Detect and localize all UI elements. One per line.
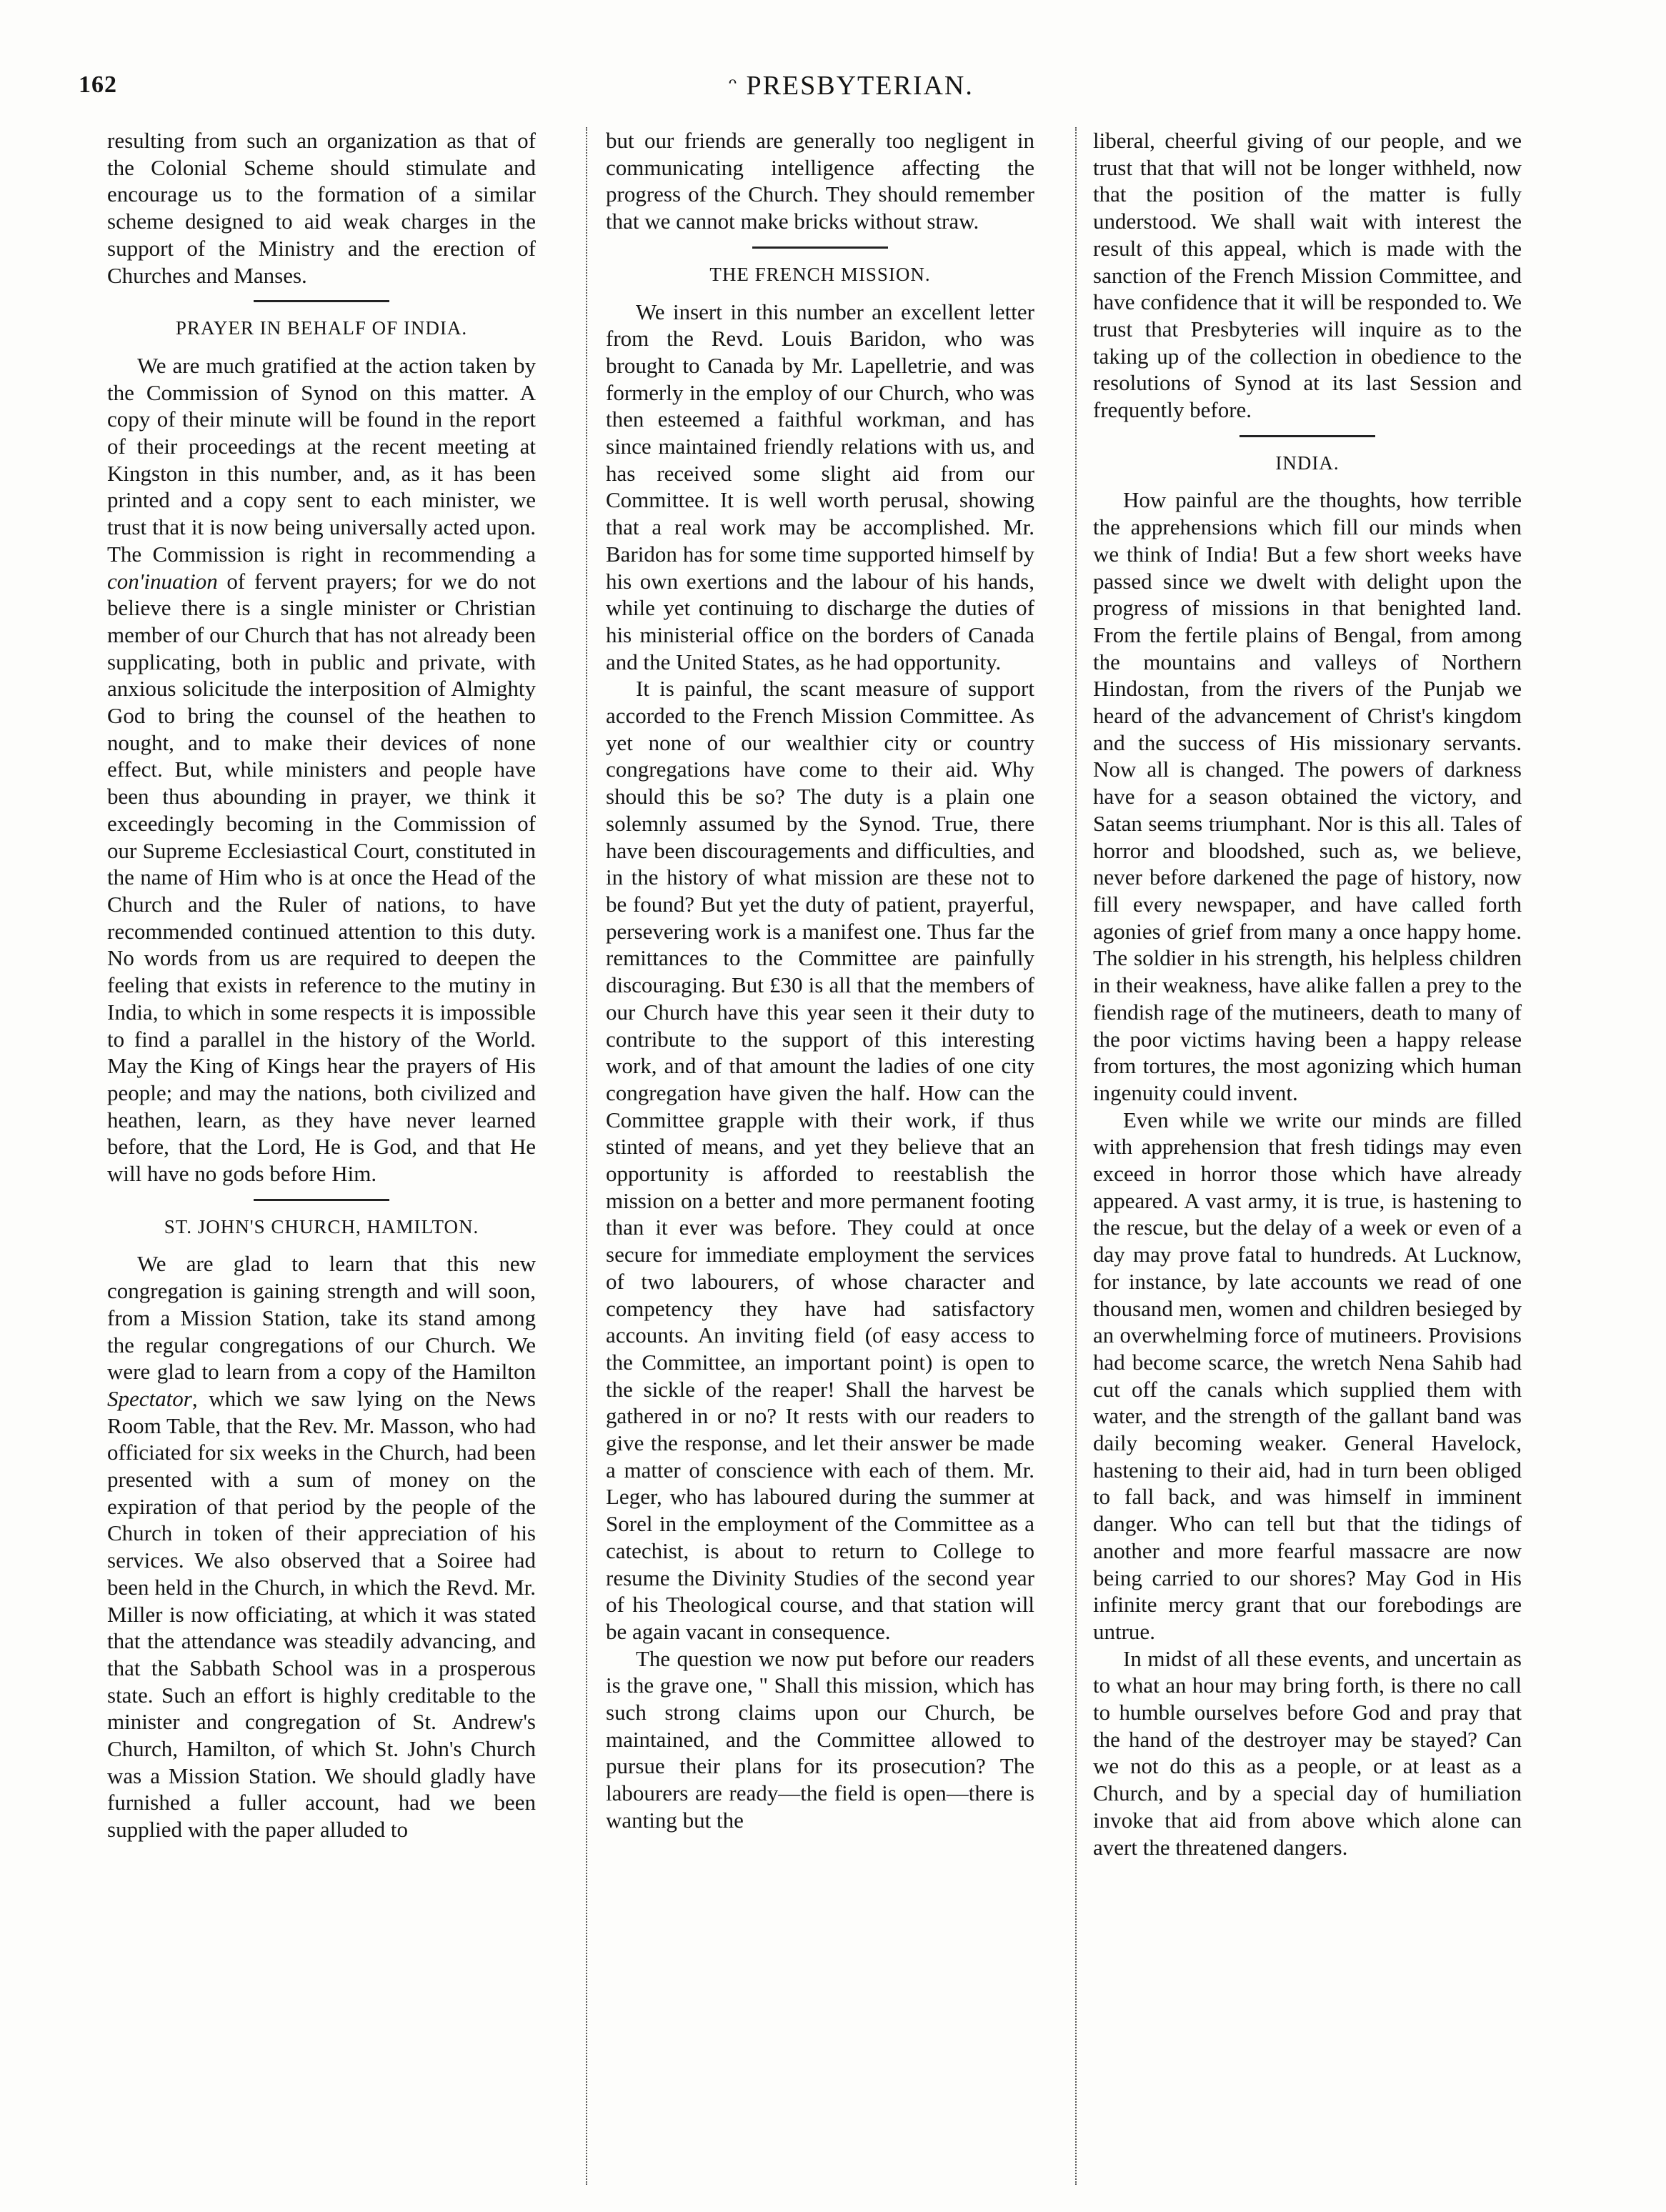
section-divider xyxy=(254,300,389,302)
running-title: ᵔ PRESBYTERIAN. xyxy=(729,71,974,101)
article-paragraph: It is painful, the scant measure of support accorded to the French Mission Committee. As yet none of our wealthier city or country congregations have come to their aid. Why should this be so? The duty is a plain one solemnly assumed by the Synod. True, there have been discouragements and difficulties, and in the history of what mission are these not to be found? But yet the duty of patient, prayerful, persevering work is a manifest one. Thus far the remittances to the Committee are painfully discouraging. But £30 is all that the members of our Church have this year seen it their duty to contribute to the support of this interesting work, and of that amount the ladies of one city congregation have given the half. How can the Committee grapple with their work, if thus stinted of means, and yet they believe that an opportunity is afforded to reestablish the mission on a better and more permanent footing than it ever was before. They could at once secure for immediate employment the services of two labourers, of whose character and competency they have had satisfactory accounts. An inviting field (of easy access to the Committee, an important point) is open to the sickle of the reaper! Shall the harvest be gathered in or no? It rests with our readers to give the response, and let their answer be made a matter of conscience with each of them. Mr. Leger, who has laboured during the summer at Sorel in the employment of the Committee as a catechist, is about to return to College to resume the Divinity Studies of the second year of his Theological course, and that station will be again vacant in consequence. xyxy=(606,676,1034,1644)
column-divider xyxy=(586,127,587,2185)
section-divider xyxy=(254,1199,389,1201)
section-heading-prayer: PRAYER IN BEHALF OF INDIA. xyxy=(175,317,468,339)
article-paragraph: We insert in this number an excellent letter from the Revd. Louis Baridon, who was brought to Canada by Mr. Lapelletrie, and was formerly in the employ of our Church, who was then esteemed a faithful workman, and has since maintained friendly relations with us, and has received some slight aid from our Committee. It is well worth perusal, showing that a real work may be accomplished. Mr. Baridon has for some time supported himself by his own exertions and the labour of his hands, while yet continuing to discharge the duties of his ministerial office on the borders of Canada and the United States, as he had opportunity. xyxy=(606,299,1034,674)
article-paragraph: How painful are the thoughts, how terrible the apprehensions which fill our minds when we think of India! But a few short weeks have passed since we dwelt with delight upon the progress of missions in that benighted land. From the fertile plains of Bengal, from among the mountains and valleys of Northern Hindostan, from the rivers of the Punjab we heard of the advancement of Christ's kingdom and the success of His missionary servants. Now all is changed. The powers of darkness have for a season obtained the victory, and Satan seems triumphant. Nor is this all. Tales of horror and bloodshed, such as, we believe, never before darkened the page of history, now fill every newspaper, and have called forth agonies of grief from many a once happy home. The soldier in his strength, his helpless children in their weakness, have alike fallen a prey to the fiendish rage of the mutineers, death to many of the poor victims having been a happy release from tortures, the most agonizing which human ingenuity could invent. xyxy=(1093,487,1522,1105)
continued-paragraph: but our friends are generally too negligent in communicating intelligence affecting the progress of the Church. They should remember that we cannot make bricks without straw. xyxy=(606,128,1034,234)
page-number: 162 xyxy=(79,71,117,98)
column-1 xyxy=(107,127,536,2185)
section-heading-india: INDIA. xyxy=(1275,452,1340,474)
page-header xyxy=(0,0,1666,107)
section-heading-st-johns: ST. JOHN'S CHURCH, HAMILTON. xyxy=(164,1215,479,1237)
article-paragraph: Even while we write our minds are filled with apprehension that fresh tidings may even exceed in horror those which have already appeared. A vast army, it is true, is hastening to the rescue, but the delay of a week or even of a day may prove fatal to hundreds. At Lucknow, for instance, by late accounts we read of one thousand men, women and children besieged by an overwhelming force of mutineers. Provisions had become scarce, the wretch Nena Sahib had cut off the canals which supplied them with water, and the strength of the gallant band was daily becoming weaker. General Havelock, hastening to their aid, had in turn been obliged to fall back, and was himself in imminent danger. Who can tell but that the tidings of another and more fearful massacre are now being carried to our shores? May God in His infinite mercy grant that our forebodings are untrue. xyxy=(1093,1107,1522,1644)
column-3 xyxy=(1093,127,1522,2185)
article-paragraph: The question we now put before our readers is the grave one, " Shall this mission, which has such strong claims upon our Church, be maintained, and the Committee allowed to pursue their plans for its prosecution? The labourers are ready—the field is open—there is wanting but the xyxy=(606,1645,1034,1833)
article-paragraph: We are much gratified at the action taken by the Commission of Synod on this matter. A copy of their minute will be found in the report of their proceedings at the recent meeting at Kingston in this number, and, as it has been printed and a copy sent to each minister, we trust that it is now being universally acted upon. The Commission is right in recommending a con'inuation of fervent prayers; for we do not believe there is a single minister or Christian member of our Church that has not already been supplicating, both in public and private, with anxious solicitude the interposition of Almighty God to bring the counsel of the heathen to nought, and to make their devices of none effect. But, while ministers and people have been thus abounding in prayer, we think it exceedingly becoming in the Commission of our Supreme Ecclesiastical Court, constituted in the name of Him who is at once the Head of the Church and the Ruler of nations, to have recommended continued attention to this duty. No words from us are required to deepen the feeling that exists in reference to the mutiny in India, to which in some respects it is impossible to find a parallel in the history of the World. May the King of Kings hear the prayers of His people; and may the nations, both civilized and heathen, learn, as they have never learned before, that the Lord, He is God, and that He will have no gods before Him. xyxy=(107,352,536,1187)
column-divider xyxy=(1075,127,1077,2185)
column-2 xyxy=(606,127,1034,2185)
section-divider xyxy=(1239,435,1375,437)
continued-paragraph: liberal, cheerful giving of our people, and we trust that that will not be longer withheld, now that the position of the matter is fully understood. We shall wait with interest the result of this appeal, which is made with the sanction of the French Mission Committee, and have confidence that it will be responded to. We trust that Presbyteries will inquire as to the taking up of the collection in obedience to the resolutions of Synod at its last Session and frequently before. xyxy=(1093,128,1522,423)
section-heading-french-mission: THE FRENCH MISSION. xyxy=(709,263,931,285)
article-paragraph: We are glad to learn that this new congregation is gaining strength and will soon, from a Mission Station, take its stand among the regular congregations of our Church. We were glad to learn from a copy of the Hamilton Spectator, which we saw lying on the News Room Table, that the Rev. Mr. Masson, who had officiated for six weeks in the Church, had been presented with a sum of money on the expiration of that period by the people of the Church in token of their appreciation of his services. We also observed that a Soiree had been held in the Church, in which the Revd. Mr. Miller is now officiating, at which it was stated that the attendance was steadily advancing, and that the Sabbath School was in a prosperous state. Such an effort is highly creditable to the minister and congregation of St. Andrew's Church, Hamilton, of which St. John's Church was a Mission Station. We should gladly have furnished a fuller account, had we been supplied with the paper alluded to xyxy=(107,1251,536,1843)
article-paragraph: In midst of all these events, and uncertain as to what an hour may bring forth, is there no call to humble ourselves before God and pray that the hand of the destroyer may be stayed? Can we not do this as a people, or at least as a Church, and by a special day of humiliation invoke that aid from above which alone can avert the threatened dangers. xyxy=(1093,1645,1522,1860)
section-divider xyxy=(752,246,888,249)
continued-paragraph: resulting from such an organization as that of the Colonial Scheme should stimulate and encourage us to the formation of a similar scheme designed to aid weak charges in the support of the Ministry and the erection of Churches and Manses. xyxy=(107,128,536,288)
